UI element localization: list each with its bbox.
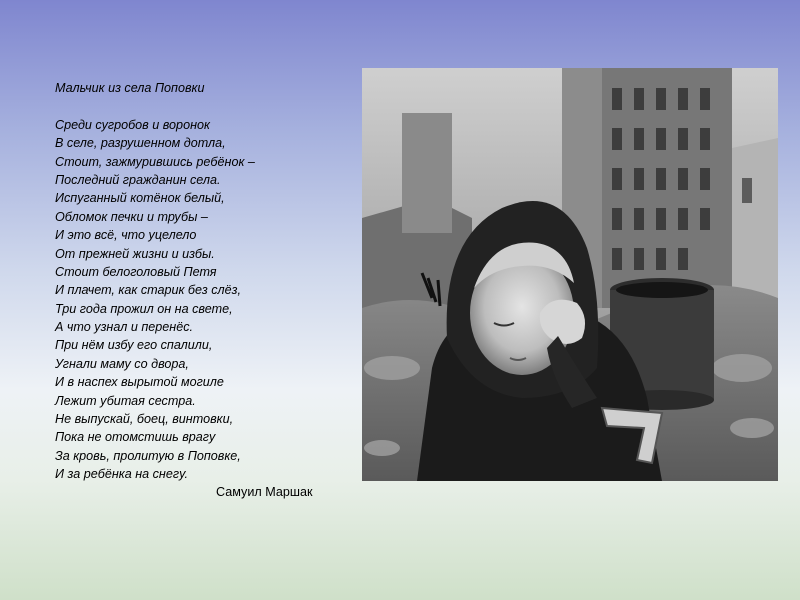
poem-line: При нём избу его спалили, (55, 338, 213, 353)
poem-line: Угнали маму со двора, (55, 356, 189, 371)
poem-line: Стоит белоголовый Петя (55, 264, 217, 279)
poem-line: Обломок печки и трубы – (55, 209, 208, 224)
poem-line: Испуганный котёнок белый, (55, 191, 225, 206)
poem-block (55, 79, 355, 484)
poem-line: Пока не отомстишь врагу (55, 430, 216, 445)
poem-author: Самуил Маршак (216, 485, 313, 499)
poem-line: Три года прожил он на свете, (55, 301, 233, 316)
poem-line: Не выпускай, боец, винтовки, (55, 412, 234, 427)
poem-line: А что узнал и перенёс. (55, 320, 193, 335)
poem-line: Последний гражданин села. (55, 172, 221, 187)
poem-line: Лежит убитая сестра. (55, 393, 196, 408)
poem-line: За кровь, пролитую в Поповке, (55, 448, 241, 463)
poem-line: И плачет, как старик без слёз, (55, 283, 241, 298)
poem-line: И это всё, что уцелело (55, 228, 197, 243)
poem-line: И за ребёнка на снегу. (55, 467, 189, 482)
poem-line: В селе, разрушенном дотла, (55, 136, 226, 151)
poem-line: Среди сугробов и воронок (55, 117, 210, 132)
poem-line: От прежней жизни и избы. (55, 246, 215, 261)
poem-title: Мальчик из села Поповки (55, 81, 205, 95)
war-child-photo (362, 68, 778, 481)
poem-line: Стоит, зажмурившись ребёнок – (55, 154, 255, 169)
poem-line: И в наспех вырытой могиле (55, 375, 224, 390)
